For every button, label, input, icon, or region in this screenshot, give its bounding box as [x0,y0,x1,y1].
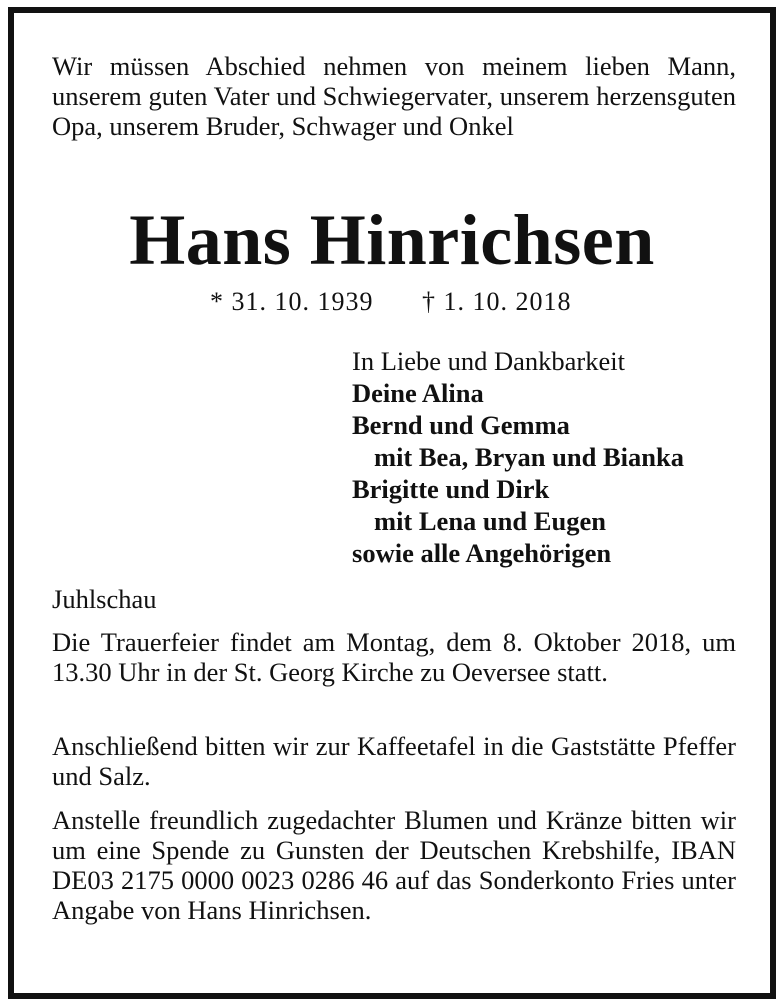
death-date: † 1. 10. 2018 [422,287,572,316]
mourner-line: mit Lena und Eugen [374,506,606,536]
mourner-line: Bernd und Gemma [352,410,570,440]
donation-notice: Anstelle freundlich zugedachter Blumen und Kränze bitten wir um eine Spende zu Gunsten der Deutschen Krebshilfe, IBAN DE03 2175 0000 0023 0286 46 auf das Sonderkonto Fries unter Angabe von Hans Hinrichsen. [52,805,736,925]
mourner-line: mit Bea, Bryan und Bianka [374,442,684,472]
mourner-line: sowie alle Angehörigen [352,538,612,568]
coffee-notice: Anschließend bitten wir zur Kaffeetafel in die Gaststätte Pfeffer und Salz. [52,731,736,791]
place-name: Juhlschau [52,584,157,614]
intro-text: Wir müssen Abschied nehmen von meinem lieben Mann, unserem guten Vater und Schwiegervater, unserem herzensguten Opa, unserem Bruder, Schwager und Onkel [52,51,736,141]
mourner-line: Brigitte und Dirk [352,474,550,504]
mourners-list [352,345,752,569]
mourner-line: Deine Alina [352,378,484,408]
obituary-notice [8,7,776,999]
birth-date: * 31. 10. 1939 [210,287,374,316]
funeral-notice: Die Trauerfeier findet am Montag, dem 8. Oktober 2018, um 13.30 Uhr in der St. Georg Kirche zu Oeversee statt. [52,627,736,687]
deceased-name: Hans Hinrichsen [129,200,655,280]
mourners-lead: In Liebe und Dankbarkeit [352,346,625,376]
